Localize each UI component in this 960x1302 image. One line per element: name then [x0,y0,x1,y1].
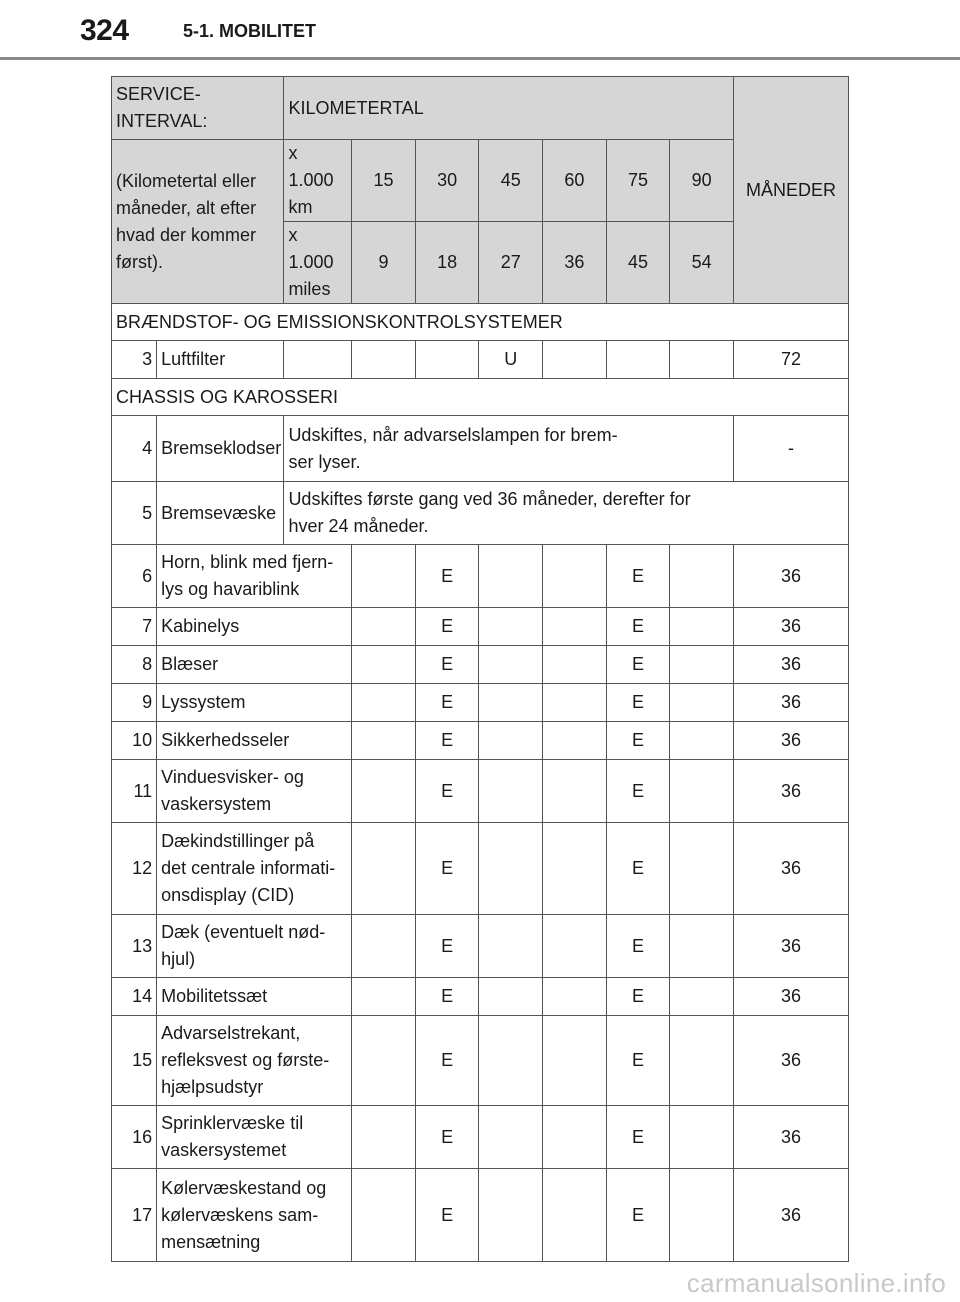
item-label: Bremseklodser [157,416,284,482]
interval-cell [670,545,734,608]
interval-cell [352,915,416,978]
item-label: Bremsevæske [157,482,284,545]
interval-mark: E [415,978,479,1016]
row-number: 4 [112,416,157,482]
item-label: Dæk (eventuelt nød- hjul) [157,915,352,978]
interval-cell [352,1106,416,1169]
page-number: 324 [80,14,129,47]
months-value: 36 [734,978,849,1016]
interval-cell [479,1169,543,1262]
interval-mark: E [606,915,670,978]
interval-cell [479,823,543,915]
interval-cell [543,1106,607,1169]
interval-mark: E [415,684,479,722]
miles-label: x 1.000 miles [284,222,352,304]
km-value: 30 [415,140,479,222]
item-label: Vinduesvisker- og vaskersystem [157,760,352,823]
interval-mark: E [415,915,479,978]
interval-cell [415,341,479,379]
interval-mark: E [415,1016,479,1106]
months-value: 36 [734,608,849,646]
section-row-fuel [112,304,849,341]
interval-mark: E [606,684,670,722]
interval-cell [543,760,607,823]
row-number: 3 [112,341,157,379]
interval-mark: E [606,608,670,646]
interval-mark: E [606,722,670,760]
interval-cell [606,341,670,379]
interval-cell [352,760,416,823]
interval-cell [479,1106,543,1169]
interval-cell [543,646,607,684]
interval-mark: E [415,1106,479,1169]
interval-mark: E [606,760,670,823]
item-label: Luftfilter [157,341,284,379]
months-value: 36 [734,684,849,722]
months-value: - [734,416,849,482]
interval-cell [479,722,543,760]
interval-cell [543,608,607,646]
table-row [112,915,849,978]
interval-cell [543,684,607,722]
interval-cell [543,978,607,1016]
miles-value: 27 [479,222,543,304]
item-label: Blæser [157,646,352,684]
km-value: 60 [543,140,607,222]
interval-mark: E [415,760,479,823]
km-label: x 1.000 km [284,140,352,222]
interval-cell [479,646,543,684]
interval-cell [479,978,543,1016]
interval-mark: E [606,823,670,915]
interval-mark: E [606,646,670,684]
interval-mark: E [606,545,670,608]
interval-mark: E [415,1169,479,1262]
interval-cell [479,760,543,823]
interval-cell [670,341,734,379]
interval-mark: E [415,722,479,760]
row-number: 10 [112,722,157,760]
table-row [112,823,849,915]
months-value: 36 [734,915,849,978]
section-heading: CHASSIS OG KAROSSERI [112,379,849,416]
interval-mark: E [415,608,479,646]
interval-cell [479,545,543,608]
section-heading: BRÆNDSTOF- OG EMISSIONSKONTROLSYSTEMER [112,304,849,341]
table-row [112,722,849,760]
interval-cell [670,646,734,684]
watermark: carmanualsonline.info [686,1268,946,1298]
km-value: 90 [670,140,734,222]
table-row [112,1016,849,1106]
months-value: 36 [734,722,849,760]
km-value: 75 [606,140,670,222]
instruction-text: Udskiftes, når advarselslampen for brem- ser lyser. [284,416,734,482]
service-schedule-table [111,76,849,1262]
months-value: 36 [734,646,849,684]
interval-cell [670,1016,734,1106]
interval-cell [352,684,416,722]
interval-cell [543,823,607,915]
row-number: 15 [112,1016,157,1106]
months-label: MÅNEDER [734,77,849,304]
interval-cell [670,1169,734,1262]
interval-cell [479,1016,543,1106]
interval-cell [670,684,734,722]
interval-cell [479,608,543,646]
header-row-interval [112,77,849,140]
interval-cell [352,646,416,684]
interval-cell [352,1169,416,1262]
miles-value: 9 [352,222,416,304]
interval-cell [352,978,416,1016]
months-value: 36 [734,823,849,915]
months-value: 36 [734,1106,849,1169]
interval-cell [670,760,734,823]
item-label: Mobilitetssæt [157,978,352,1016]
interval-mark: E [415,823,479,915]
table-row [112,341,849,379]
interval-mark: E [606,1169,670,1262]
interval-cell [352,608,416,646]
interval-cell [352,722,416,760]
miles-value: 45 [606,222,670,304]
months-value: 36 [734,1169,849,1262]
section-row-chassis [112,379,849,416]
row-number: 11 [112,760,157,823]
interval-cell [543,1016,607,1106]
interval-note: (Kilometertal eller måneder, alt efter hvad der kommer først). [112,140,284,304]
interval-cell [479,684,543,722]
interval-mark: E [606,1106,670,1169]
table-row [112,545,849,608]
item-label: Sprinklervæske til vaskersystemet [157,1106,352,1169]
interval-cell [543,341,607,379]
interval-cell [670,978,734,1016]
table-row [112,1106,849,1169]
interval-mark: U [479,341,543,379]
table-row [112,760,849,823]
row-number: 9 [112,684,157,722]
miles-value: 36 [543,222,607,304]
interval-cell [670,915,734,978]
interval-cell [543,545,607,608]
table-row [112,416,849,482]
item-label: Horn, blink med fjern- lys og havariblink [157,545,352,608]
row-number: 14 [112,978,157,1016]
miles-value: 18 [415,222,479,304]
item-label: Dækindstillinger på det centrale informati- onsdisplay (CID) [157,823,352,915]
interval-cell [543,722,607,760]
interval-cell [352,341,416,379]
interval-cell [543,1169,607,1262]
item-label: Sikkerhedsseler [157,722,352,760]
row-number: 7 [112,608,157,646]
row-number: 12 [112,823,157,915]
row-number: 5 [112,482,157,545]
table-row [112,978,849,1016]
interval-cell [670,1106,734,1169]
section-title: 5-1. MOBILITET [183,21,317,41]
km-value: 45 [479,140,543,222]
months-value: 36 [734,545,849,608]
interval-mark: E [415,545,479,608]
interval-cell [543,915,607,978]
months-value: 36 [734,760,849,823]
instruction-text: Udskiftes første gang ved 36 måneder, derefter for hver 24 måneder. [284,482,849,545]
service-interval-label: SERVICE- INTERVAL: [112,77,284,140]
row-number: 8 [112,646,157,684]
months-value: 72 [734,341,849,379]
item-label: Lyssystem [157,684,352,722]
interval-cell [352,823,416,915]
interval-mark: E [606,978,670,1016]
page-header [0,0,960,60]
interval-mark: E [606,1016,670,1106]
item-label: Advarselstrekant, refleksvest og første- hjælpsudstyr [157,1016,352,1106]
table-row [112,1169,849,1262]
row-number: 13 [112,915,157,978]
table-row [112,646,849,684]
interval-cell [352,1016,416,1106]
months-value: 36 [734,1016,849,1106]
interval-mark: E [415,646,479,684]
interval-cell [670,608,734,646]
interval-cell [479,915,543,978]
table-row [112,482,849,545]
header-rule [0,57,960,60]
row-number: 6 [112,545,157,608]
interval-cell [352,545,416,608]
row-number: 16 [112,1106,157,1169]
interval-cell [284,341,352,379]
km-value: 15 [352,140,416,222]
miles-value: 54 [670,222,734,304]
row-number: 17 [112,1169,157,1262]
item-label: Kølervæskestand og kølervæskens sam- mensætning [157,1169,352,1262]
interval-cell [670,823,734,915]
mileage-label: KILOMETERTAL [284,77,734,140]
interval-cell [670,722,734,760]
table-row [112,684,849,722]
item-label: Kabinelys [157,608,352,646]
table-row [112,608,849,646]
